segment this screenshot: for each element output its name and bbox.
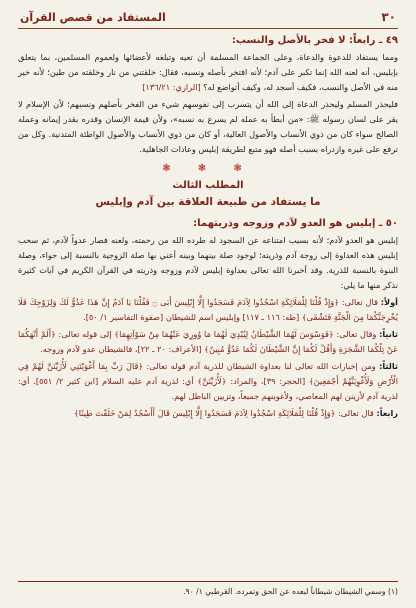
matlab-title: المطلب الثالث (172, 180, 244, 191)
section-50-intro: إبليس هو العدو لآدم؛ لأنه بسبب امتناعه عن السجود له طرده الله من رحمته، ولعنه فصار عدواً لآدم، ثم سحب إبليس هذه العداوة إلى زوجة آدم وذريته؛ لوجود صلة بينهما وبينه أعني بها صلة الزوجية بالنسبة إلى حواء، وصلة البنوة بالنسبة للذرية. وقد أخبرنا الله تعالى بعداوة إبليس لآدم وزوجه وذريته في القرآن الكريم في آيات كثيرة نذكر منها ما يلي: (18, 235, 398, 290)
point-2-ref: [الأعراف: ٢٠ ـ ٢٢]، فالشيطان عدو لآدم وزوجه. (40, 344, 202, 354)
point-3-verse: ومن إخبارات الله تعالى لنا بعداوة الشيطان للذرية آدم قوله تعالى: ﴿قَالَ رَبِّ بِمَا أَغْوَيْتَنِي لَأُزَيِّنَنَّ لَهُمْ فِي الْأَرْضِ وَلَأُغْوِيَنَّهُمْ أَجْمَعِينَ﴾ [الحجر: ٣٩]، والمراد: ﴿لَأُزَيِّنَنَّ﴾ أي: لذرية آدم عليه السلام (18, 361, 398, 386)
section-49-paragraph-1 (18, 50, 398, 95)
point-2 (18, 327, 398, 357)
point-1 (18, 295, 398, 325)
page-header (18, 8, 398, 28)
footnote-area (18, 581, 398, 598)
point-3-ref: [ابن كثير ٢/ ٥٥١]. أي: لذرية آدم لأزينن لهم المعاصي، ولأغوينهم جميعاً، وتزيين الباطل لهم. (18, 376, 398, 401)
book-title: المستفاد من قصص القرآن (20, 10, 166, 24)
section-49-heading: ٤٩ ـ رابعاً: لا فخر بالأصل والنسب: (231, 35, 398, 46)
matlab-subtitle: ما يستفاد من طبيعة العلاقة بين آدم وإبليس (95, 196, 321, 208)
point-4-label: رابعاً: (376, 408, 398, 418)
point-1-ref-2: [صفوة التفاسير ١/ ٥٠]. (83, 312, 164, 322)
point-4 (18, 406, 398, 421)
point-4-verse: قال تعالى: ﴿وَإِذْ قُلْنَا لِلْمَلَائِكَةِ اسْجُدُوا لِآدَمَ فَسَجَدُوا إِلَّا إِبْلِيسَ قَالَ أَأَسْجُدُ لِمَنْ خَلَقْتَ طِينًا﴾ (73, 408, 374, 418)
ornament-divider: ❃ ❃ ❃ (162, 163, 254, 174)
section-49-text-1: ومما يستفاد للدعوة والدعاة، وعلى الجماعة المسلمة أن تعيه وتبلغه لأعضائها ولعموم المسلمين، بما يتعلق بإبليس، أنه لعنه الله إنما تكبر على آدم؛ لأنه افتخر بأصله ونسبه، فقال: خلقتني من نار وخلقته من طين؛ لأنه خير منه في الأصل والنسب، فكيف أسجد له، وكيف أتواضع له؟ (18, 52, 398, 92)
point-3-label: ثالثاً: (379, 361, 398, 371)
point-2-label: ثانياً: (379, 329, 398, 339)
footnote-1: (١) وسمي الشيطان شيطاناً لبعده عن الحق وتمرده. القرطبي ١/ ٩٠. (183, 587, 398, 596)
section-49-ref-1: [الرازي: ١٣٦/٢١] (142, 82, 201, 92)
section-50-heading: ٥٠ ـ إبليس هو العدو لآدم وزوجه وذريتهما: (193, 218, 398, 229)
point-1-ref: [طه: ١١٦ ـ ١١٧] وإبليس اسم للشيطان (165, 312, 300, 322)
page-number: ٣٠ (381, 10, 396, 24)
point-2-verse: وقال تعالى: ﴿فَوَسْوَسَ لَهُمَا الشَّيْطَانُ لِيُبْدِيَ لَهُمَا مَا وُورِيَ عَنْهُمَا مِنْ سَوْآتِهِمَا﴾ إلى قوله تعالى: ﴿أَلَمْ أَنْهَكُمَا عَنْ تِلْكُمَا الشَّجَرَةِ وَأَقُلْ لَكُمَا إِنَّ الشَّيْطَانَ لَكُمَا عَدُوٌّ مُبِينٌ﴾ (18, 329, 398, 354)
header-divider (18, 28, 398, 29)
point-3 (18, 359, 398, 404)
section-49-paragraph-2: فليحذر المسلم وليحذر الدعاة إلى الله أن يتسرب إلى نفوسهم شيء من الفخر بأصلهم ونسبهم؛ لأن الإسلام لا يقر على لسان رسوله ﷺ: «من أبطأ به عمله لم يسرع به نسبه»، ولأن قيمة الإنسان وقدره بقدر إيمانه وعمله الصالح سواء كان من ذوي الأنساب والأصول العالية، أو كان من ذوي الأنساب والأصول الواطئة المتدنية. وكل من ترفع على غيره وازدراه بسبب أصله فهو متبع لطريقة إبليس وعادات الجاهلية. (18, 99, 398, 154)
point-1-label: أولاً: (380, 297, 398, 307)
point-1-verse: قال تعالى: ﴿وَإِذْ قُلْنَا لِلْمَلَائِكَةِ اسْجُدُوا لِآدَمَ فَسَجَدُوا إِلَّا إِبْلِيسَ أَبَى ۝ فَقُلْنَا يَا آدَمُ إِنَّ هَذَا عَدُوٌّ لَكَ وَلِزَوْجِكَ فَلَا يُخْرِجَنَّكُمَا مِنَ الْجَنَّةِ فَتَشْقَى﴾ (18, 297, 398, 322)
